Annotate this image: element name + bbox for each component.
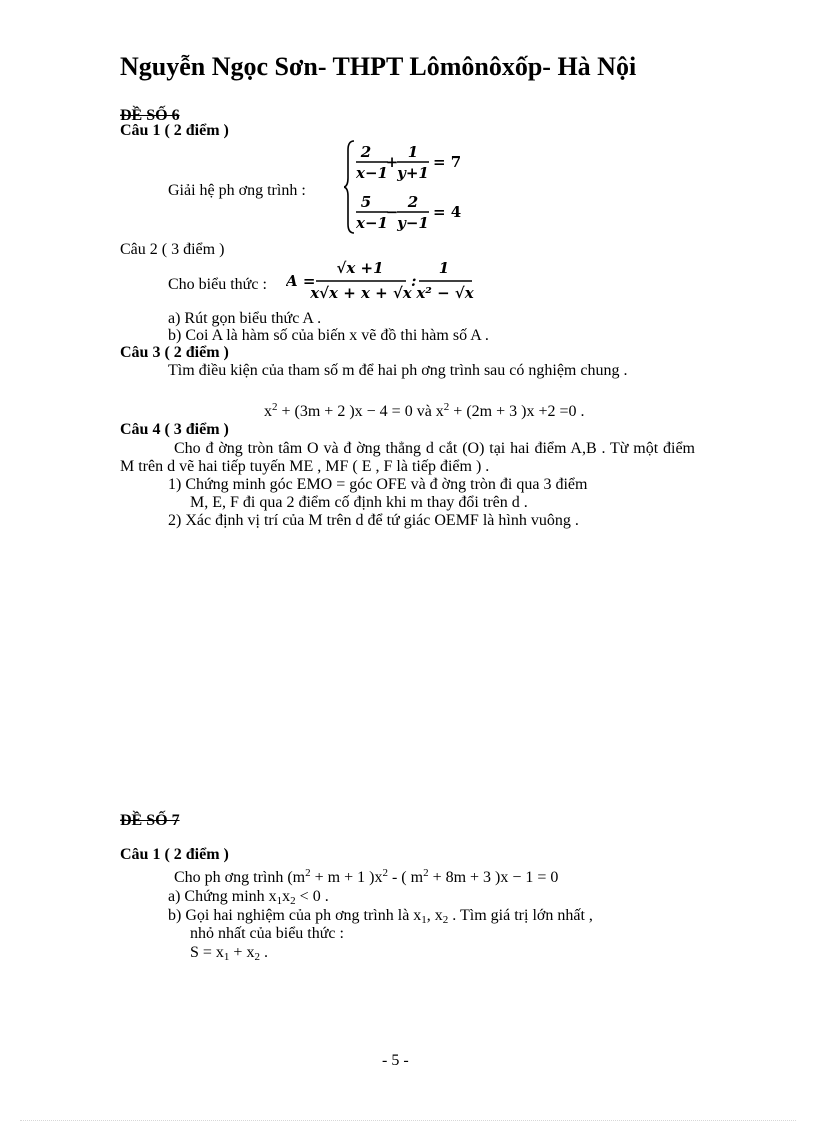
exam-6-question-2-prompt: Cho biểu thức : [168, 276, 267, 293]
expression-a-fraction2-denominator: x² − √x [416, 284, 474, 302]
exam-7-title: ĐỀ SỐ 7 [120, 812, 180, 829]
eq2-term2-denominator: y−1 [397, 214, 429, 232]
expression-a-fraction1-denominator: x√x + x + √x [310, 284, 412, 302]
eq1-rhs: = 7 [433, 153, 462, 171]
exam-6-question-3-equations: $x^2 + (3m + 2$ )x − 4 = 0 và $x^2 + (2m + 3$ )x +2 =0 . [264, 401, 585, 420]
expression-a-fraction1-numerator: √x +1 [336, 259, 384, 277]
system-equation-1 [356, 140, 466, 182]
eq2-rhs: = 4 [433, 203, 462, 221]
eq2-term2-numerator: 2 [407, 193, 419, 211]
eq1-term2-numerator: 1 [407, 143, 419, 161]
exam-6-question-2-part-b: b) Coi A là hàm số của biến x vẽ đồ thi hàm số A . [168, 327, 489, 344]
system-equation-2 [356, 190, 466, 234]
system-brace [344, 140, 356, 234]
exam-6-question-2-part-a: a) Rút gọn biểu thức A . [168, 310, 322, 327]
expression-a [286, 256, 486, 304]
exam-7-question-1-equation: Cho ph ơng trình ($m^2 + m + 1$ )$x^2$ - ( $m^2 + 8m + 3$ )x − 1 = 0 [174, 867, 559, 886]
eq2-operator: − [385, 203, 399, 221]
exam-6-question-3-text: Tìm điều kiện của tham số m để hai ph ơng trình sau có nghiệm chung . [168, 362, 628, 379]
exam-6-question-2-heading: Câu 2 ( 3 điểm ) [120, 241, 225, 258]
exam-7-question-1-part-a: a) Chứng minh $x_1x_2 < 0$ . [168, 888, 329, 907]
page-header: Nguyễn Ngọc Sơn- THPT Lômônôxốp- Hà Nội [120, 52, 637, 81]
exam-6-question-4-heading: Câu 4 ( 3 điểm ) [120, 421, 229, 438]
exam-6-question-3-heading: Câu 3 ( 2 điểm ) [120, 344, 229, 361]
exam-7-question-1-s-expression: $S = x_1 + x_2$ . [190, 944, 268, 963]
expression-a-colon: : [411, 272, 417, 290]
exam-6-question-4-item-2: 2) Xác định vị trí của M trên d để tứ giác OEMF là hình vuông . [168, 512, 579, 529]
exam-6-title: ĐỀ SỐ 6 [120, 107, 180, 124]
exam-7-question-1-heading: Câu 1 ( 2 điểm ) [120, 846, 229, 863]
exam-6-question-4-item-1-line-2: M, E, F đi qua 2 điểm cố định khi m thay đổi trên d . [190, 494, 528, 511]
expression-a-lhs: A = [286, 272, 316, 290]
eq1-term1-numerator: 2 [360, 143, 372, 161]
eq1-term1-denominator: x−1 [356, 164, 388, 182]
eq1-operator: + [385, 153, 399, 171]
exam-6-question-1-prompt: Giải hệ ph ơng trình : [168, 182, 306, 199]
page-number: - 5 - [382, 1052, 409, 1069]
exam-6-question-1-heading: Câu 1 ( 2 điểm ) [120, 122, 229, 139]
exam-7-question-1-part-b-line-2: nhỏ nhất của biểu thức : [190, 925, 344, 942]
eq1-term2-denominator: y+1 [397, 164, 429, 182]
page-bottom-rule [20, 1120, 796, 1121]
expression-a-fraction2-numerator: 1 [438, 259, 450, 277]
exam-7-question-1-part-b-line-1: b) Gọi hai nghiệm của ph ơng trình là $x_1$, $x_2$ . Tìm giá trị lớn nhất , [168, 907, 593, 926]
exam-6-question-4-item-1-line-1: 1) Chứng minh góc EMO = góc OFE và đ ờng tròn đi qua 3 điểm [168, 476, 588, 493]
exam-6-question-4-text: Cho đ ờng tròn tâm O và đ ờng thẳng d cắt (O) tại hai điểm A,B . Từ một điểm M trên d vẽ hai tiếp tuyến ME , MF ( E , F là tiếp điểm ) . [120, 440, 695, 475]
eq2-term1-denominator: x−1 [356, 214, 388, 232]
eq2-term1-numerator: 5 [360, 193, 372, 211]
